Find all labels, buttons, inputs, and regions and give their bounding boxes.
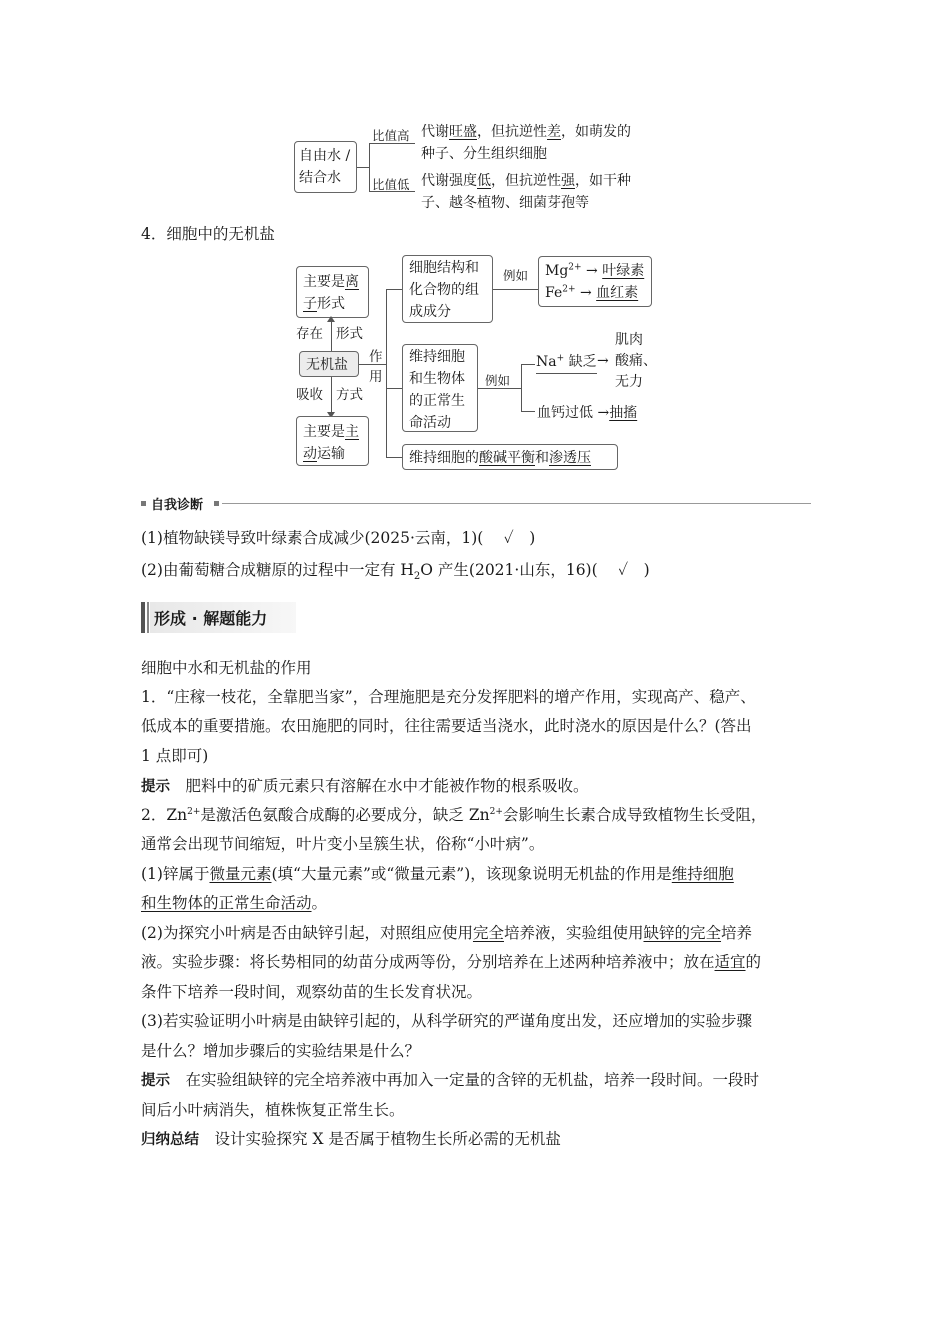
role-bracket bbox=[386, 289, 387, 457]
question-2-3-line-2: 是什么？增加步骤后的实验结果是什么？ bbox=[141, 1042, 421, 1060]
arrow-right-icon: → bbox=[586, 263, 598, 279]
example-2-bracket bbox=[521, 364, 522, 411]
ability-header-bar bbox=[141, 602, 145, 633]
example-2-label: 例如 bbox=[485, 373, 511, 388]
low-ratio-desc: 代谢强度低，但抗逆性强，如干种 子、越冬植物、细菌芽孢等 bbox=[421, 173, 631, 211]
question-2-3-line-1: (3)若实验证明小叶病是由缺锌引起的，从科学研究的严谨角度出发，还应增加的实验步骤 bbox=[141, 1012, 752, 1030]
mg-fe-box: $Mg^{2+}$ → 叶绿素 $Fe^{2+}$ → 血红素 bbox=[538, 256, 652, 307]
self-check-item-1: (1)植物缺镁导致叶绿素合成减少(2025·云南，1)( ✓ ) bbox=[141, 529, 536, 547]
self-check-item-2: (2)由葡萄糖合成糖原的过程中一定有 $H_2O$ 产生(2021·山东，16)( ✓ ) bbox=[141, 561, 650, 583]
hint-1: 提示 肥料中的矿质元素只有溶解在水中才能被作物的根系吸收。 bbox=[141, 777, 589, 795]
arrow-right-icon: → bbox=[579, 285, 592, 301]
self-check-marker-icon bbox=[141, 501, 146, 506]
role-1-box: 细胞结构和化合物的组成成分 bbox=[402, 255, 493, 323]
role-3-box: 维持细胞的酸碱平衡和渗透压 bbox=[402, 444, 618, 470]
role-branch-1 bbox=[386, 289, 402, 290]
role-1-connector bbox=[493, 289, 538, 290]
example-1-label: 例如 bbox=[503, 268, 529, 283]
role-2-box: 维持细胞和生物体的正常生命活动 bbox=[402, 344, 478, 432]
mode-label: 方式 bbox=[336, 387, 363, 403]
na-deficiency: Na+ 缺乏 bbox=[536, 351, 597, 374]
question-2-1-line-1: (1)锌属于微量元素(填“大量元素”或“微量元素”)，该现象说明无机盐的作用是维持细胞 bbox=[141, 865, 734, 883]
absorb-label: 吸收 bbox=[296, 387, 323, 403]
ability-header-title: 形成 · 解题能力 bbox=[154, 609, 268, 628]
role-branch-2 bbox=[386, 388, 402, 389]
topic-heading: 细胞中水和无机盐的作用 bbox=[141, 659, 312, 677]
question-1-line-1: 1．“庄稼一枝花，全靠肥当家”，合理施肥是充分发挥肥料的增产作用，实现高产、稳产、 bbox=[141, 688, 756, 706]
hint-2-line-1: 提示 在实验组缺锌的完全培养液中再加入一定量的含锌的无机盐，培养一段时间。一段时 bbox=[141, 1071, 760, 1089]
low-calcium: 血钙过低 →抽搐 bbox=[537, 405, 638, 421]
question-2-line-1: 2．$Zn^{2+}$是激活色氨酸合成酶的必要成分，缺乏 $Zn^{2+}$会影响生长素合成导致植物生长受阻， bbox=[141, 806, 767, 824]
example-2-top bbox=[521, 364, 535, 365]
high-ratio-label: 比值高 bbox=[372, 128, 410, 143]
question-1-line-3: 1 点即可) bbox=[141, 747, 209, 765]
bracket-vertical bbox=[369, 143, 370, 191]
self-check-title: 自我诊断 bbox=[151, 498, 204, 513]
example-2-bottom bbox=[521, 411, 535, 412]
water-ratio-root-box: 自由水 / 结合水 bbox=[294, 141, 357, 193]
arrow-up-icon bbox=[327, 316, 335, 322]
ability-header-bar-thin bbox=[147, 602, 149, 633]
section-4-title: 4．细胞中的无机盐 bbox=[141, 225, 275, 243]
summary: 归纳总结 设计实验探究 X 是否属于植物生长所必需的无机盐 bbox=[141, 1130, 561, 1148]
hint-2-line-2: 间后小叶病消失，植株恢复正常生长。 bbox=[141, 1101, 405, 1119]
question-2-line-2: 通常会出现节间缩短，叶片变小呈簇生状，俗称“小叶病”。 bbox=[141, 835, 545, 853]
question-1-line-2: 低成本的重要措施。农田施肥的同时，往往需要适当浇水，此时浇水的原因是什么？(答出 bbox=[141, 717, 752, 735]
salt-absorb-box: 主要是主 动运输 bbox=[296, 416, 369, 466]
low-ratio-label: 比值低 bbox=[372, 177, 410, 192]
self-check-divider bbox=[222, 503, 811, 504]
self-check-marker-icon bbox=[214, 501, 219, 506]
inorganic-salt-center: 无机盐 bbox=[299, 351, 359, 377]
form-label: 形式 bbox=[336, 326, 363, 342]
na-symptoms: 肌肉 酸痛、 无力 bbox=[615, 332, 657, 390]
arrow-right-icon: → bbox=[597, 405, 610, 421]
arrow-right-icon: → bbox=[597, 353, 609, 369]
role-label: 作 用 bbox=[369, 349, 383, 385]
question-2-2-line-1: (2)为探究小叶病是否由缺锌引起，对照组应使用完全培养液，实验组使用缺锌的完全培养 bbox=[141, 924, 753, 942]
high-ratio-desc: 代谢旺盛，但抗逆性差，如萌发的 种子、分生组织细胞 bbox=[421, 124, 631, 162]
bracket-stem bbox=[357, 167, 369, 168]
question-2-2-line-3: 条件下培养一段时间，观察幼苗的生长发育状况。 bbox=[141, 983, 483, 1001]
exist-label: 存在 bbox=[296, 326, 323, 342]
role-branch-3 bbox=[386, 457, 402, 458]
salt-form-box: 主要是离 子形式 bbox=[296, 266, 369, 318]
question-2-1-line-2: 和生物体的正常生命活动。 bbox=[141, 894, 328, 912]
question-2-2-line-2: 液。实验步骤：将长势相同的幼苗分成两等份，分别培养在上述两种培养液中；放在适宜的 bbox=[141, 953, 762, 971]
